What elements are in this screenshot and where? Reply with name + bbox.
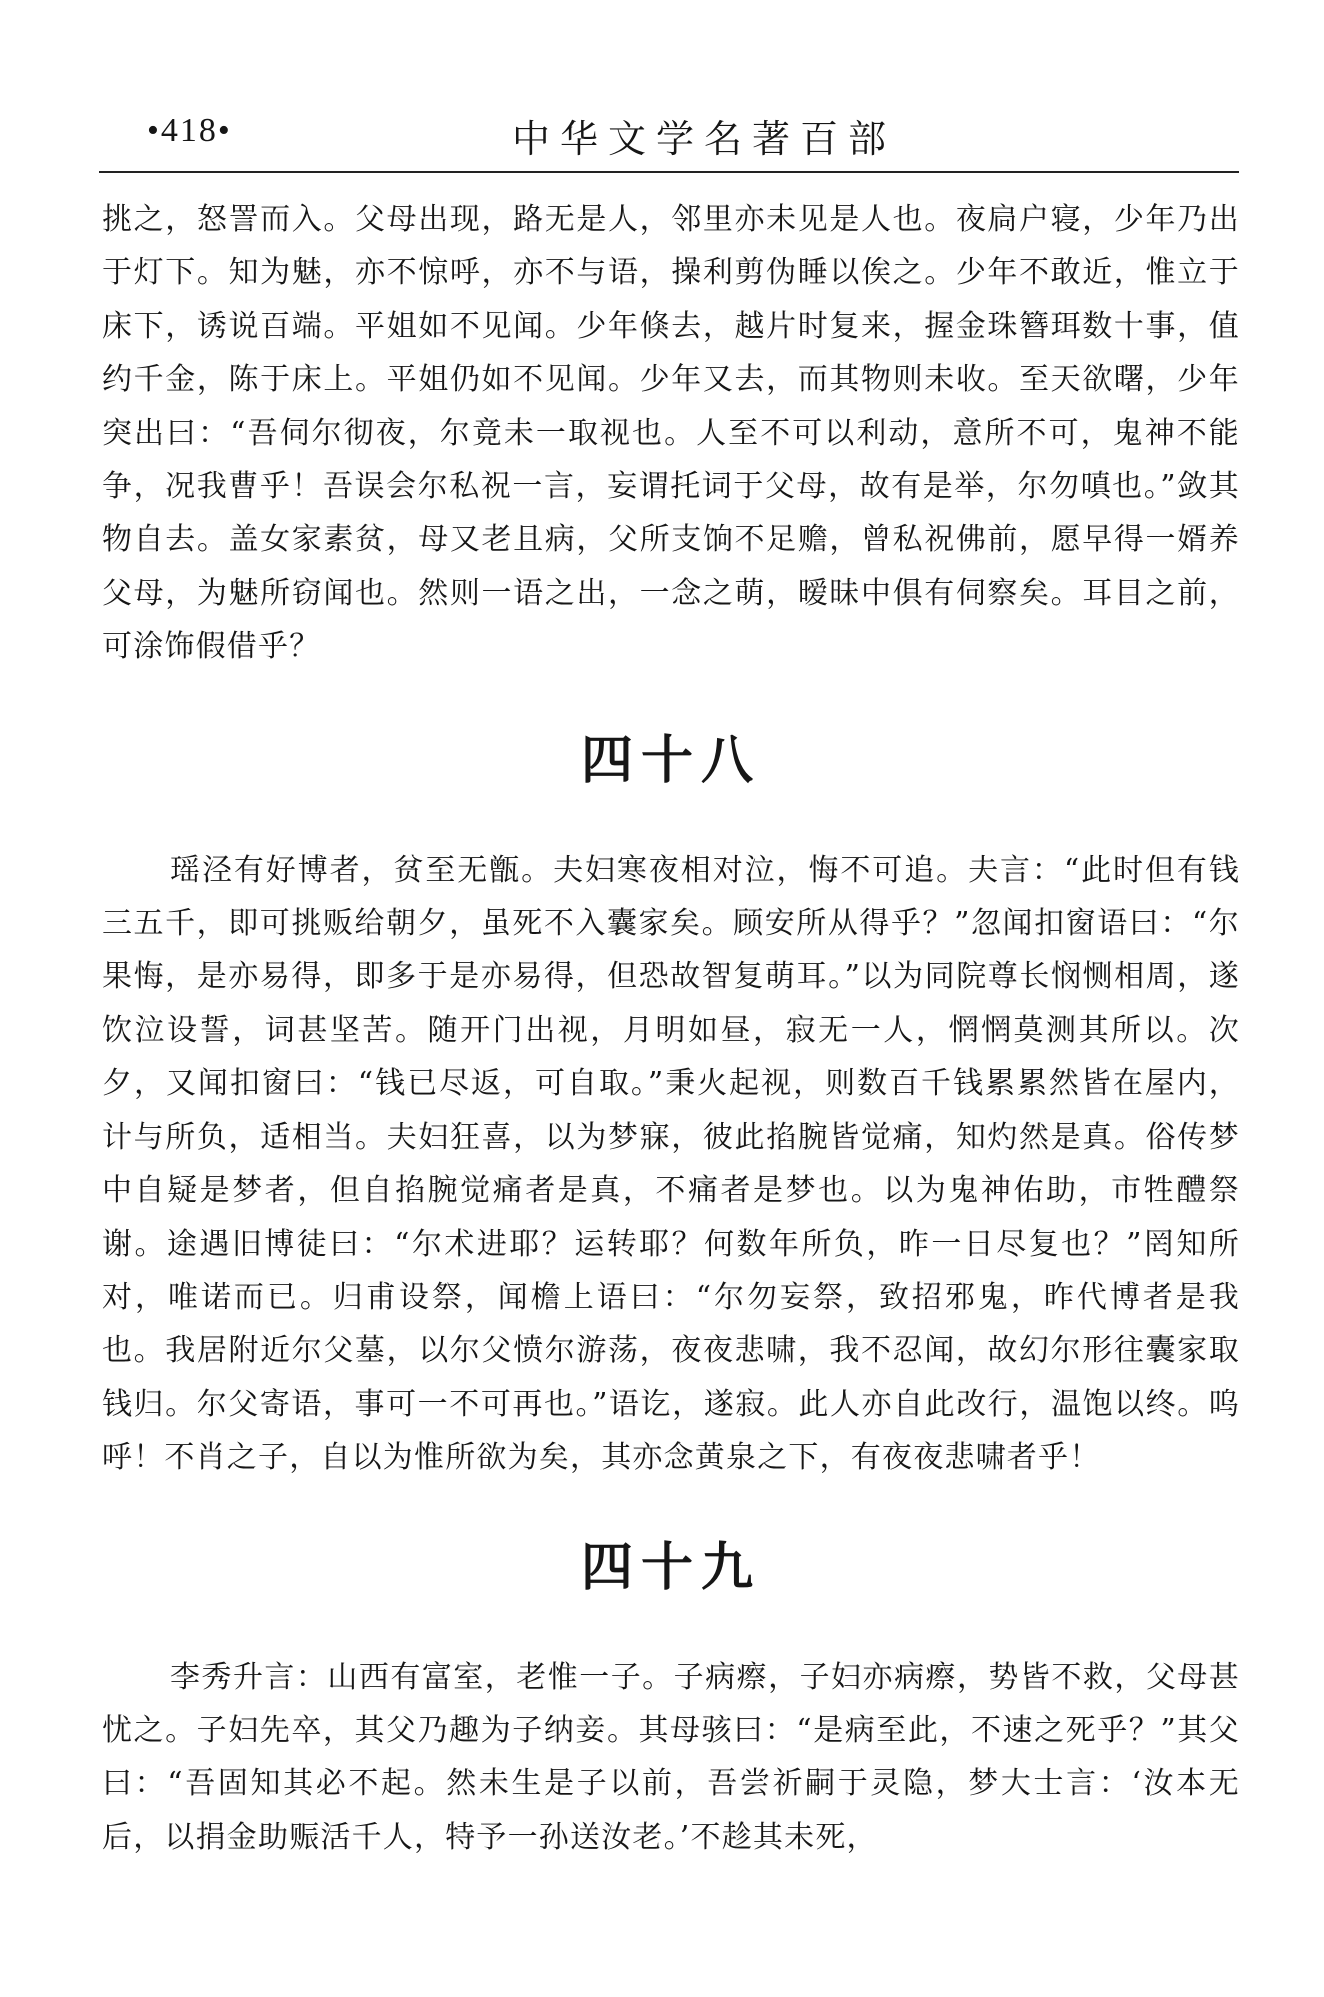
running-header xyxy=(99,108,1239,170)
section-48-paragraph: 瑶泾有好博者，贫至无甑。夫妇寒夜相对泣，悔不可追。夫言：“此时但有钱三五千，即可挑贩给朝夕，虽死不入囊家矣。顾安所从得乎？”忽闻扣窗语曰：“尔果悔，是亦易得，即多于是亦易得，但恐故智复萌耳。”以为同院尊长悯恻相周，遂饮泣设誓，词甚坚苦。随开门出视，月明如昼，寂无一人，惘惘莫测其所以。次夕，又闻扣窗曰：“钱已尽返，可自取。”秉火起视，则数百千钱累累然皆在屋内，计与所负，适相当。夫妇狂喜，以为梦寐，彼此掐腕皆觉痛，知灼然是真。俗传梦中自疑是梦者，但自掐腕觉痛者是真，不痛者是梦也。以为鬼神佑助，市牲醴祭谢。途遇旧博徒曰：“尔术进耶？运转耶？何数年所负，昨一日尽复也？”罔知所对，唯诺而已。归甫设祭，闻檐上语曰：“尔勿妄祭，致招邪鬼，昨代博者是我也。我居附近尔父墓，以尔父愤尔游荡，夜夜悲啸，我不忍闻，故幻尔形往囊家取钱归。尔父寄语，事可一不可再也。”语讫，遂寂。此人亦自此改行，温饱以终。呜呼！不肖之子，自以为惟所欲为矣，其亦念黄泉之下，有夜夜悲啸者乎！ xyxy=(102,852,1240,1476)
continued-paragraph: 挑之，怒詈而入。父母出现，路无是人，邻里亦未见是人也。夜扃户寝，少年乃出于灯下。知为魅，亦不惊呼，亦不与语，操利剪伪睡以俟之。少年不敢近，惟立于床下，诱说百端。平姐如不见闻。少年倏去，越片时复来，握金珠簪珥数十事，值约千金，陈于床上。平姐仍如不见闻。少年又去，而其物则未收。至天欲曙，少年突出曰：“吾伺尔彻夜，尔竟未一取视也。人至不可以利动，意所不可，鬼神不能争，况我曹乎！吾误会尔私祝一言，妄谓托词于父母，故有是举，尔勿嗔也。”敛其物自去。盖女家素贫，母又老且病，父所支饷不足赡，曾私祝佛前，愿早得一婿养父母，为魅所窃闻也。然则一语之出，一念之萌，暧昧中俱有伺察矣。耳目之前，可涂饰假借乎？ xyxy=(102,202,1240,665)
spacer xyxy=(102,674,1240,708)
header-rule xyxy=(99,171,1239,173)
section-heading-48: 四十八 xyxy=(580,730,761,791)
section-heading-49: 四十九 xyxy=(580,1537,761,1598)
spacer xyxy=(102,814,1240,844)
spacer xyxy=(102,1485,1240,1515)
page-number: •418• xyxy=(147,112,232,149)
page-body xyxy=(102,193,1240,1864)
section-49-paragraph: 李秀升言：山西有富室，老惟一子。子病瘵，子妇亦病瘵，势皆不救，父母甚忧之。子妇先卒，其父乃趣为子纳妾。其母骇曰：“是病至此，不速之死乎？”其父曰：“吾固知其必不起。然未生是子以前，吾尝祈嗣于灵隐，梦大士言：‘汝本无后，以捐金助赈活千人，特予一孙送汝老。’不趁其未死， xyxy=(102,1659,1240,1855)
book-title: 中华文学名著百部 xyxy=(511,117,896,161)
spacer xyxy=(102,1621,1240,1651)
